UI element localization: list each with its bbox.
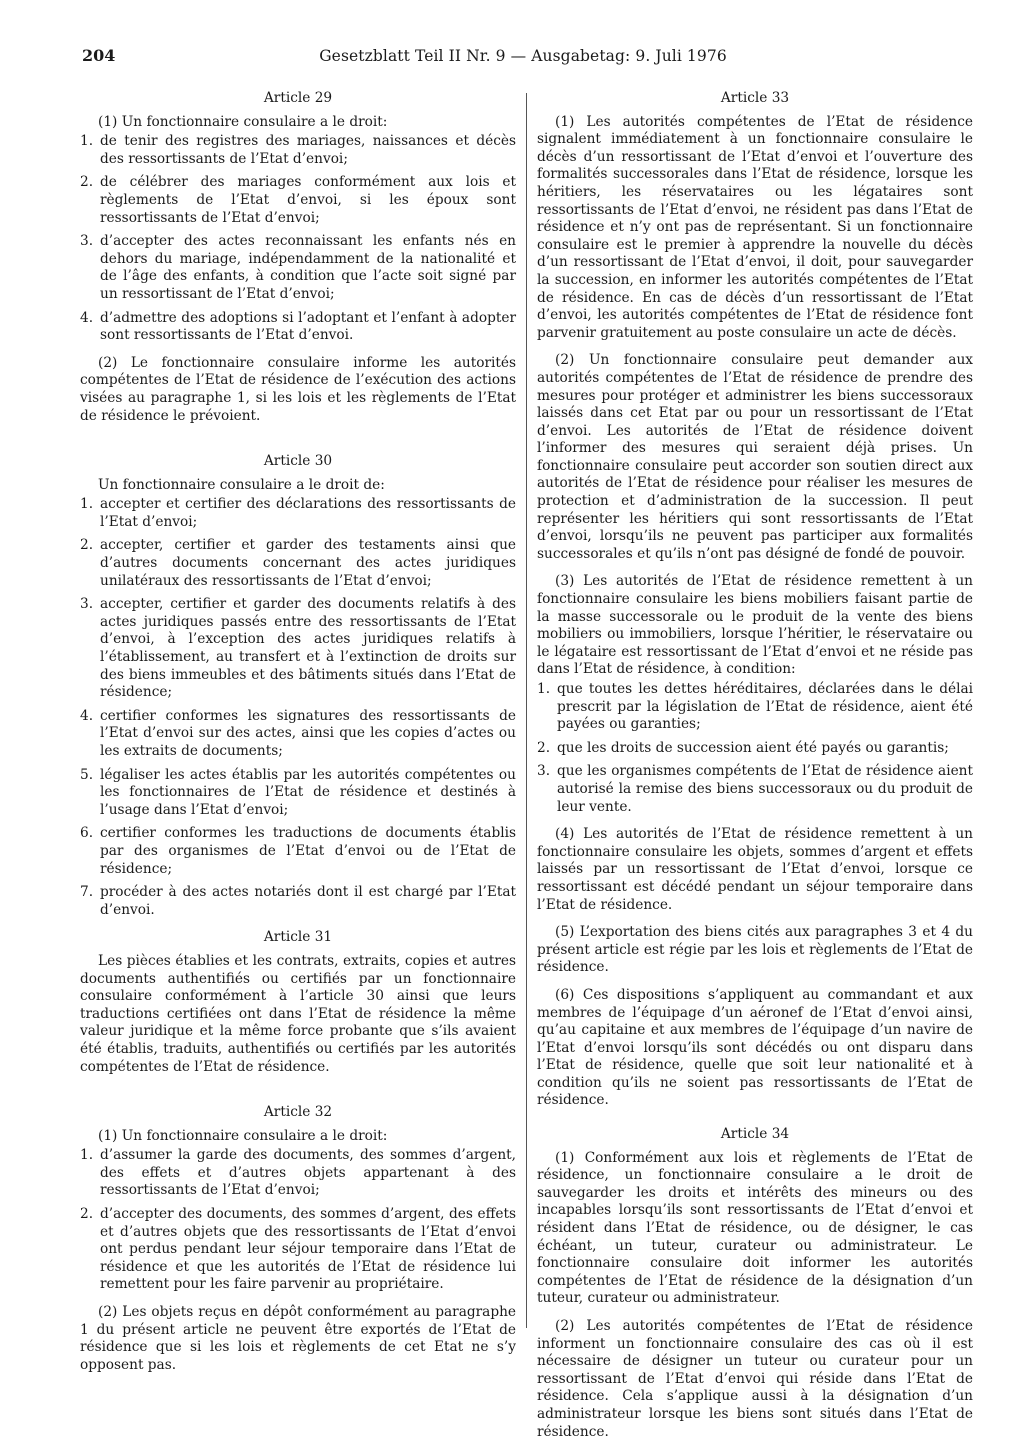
item-text: certifier conformes les traductions de documents établis par des organismes de l’Etat d’envoi ou de l’Etat de résidence; bbox=[100, 825, 516, 877]
right-column bbox=[537, 90, 973, 1451]
article-34 bbox=[537, 1126, 973, 1441]
gazette-title: Gesetzblatt Teil II Nr. 9 — Ausgabetag: 9. Juli 1976 bbox=[319, 47, 727, 65]
item-number: 2. bbox=[80, 1206, 94, 1223]
paragraph: (1) Les autorités compétentes de l’Etat de résidence signalent immédiatement à un fonctionnaire consulaire le décès d’un ressortissant de l’Etat d’envoi et l’ouverture des formalités successorales dans l’Etat de résidence, lorsque les héritiers, les réservataires ou les légataires sont ressortissants de l’Etat d’envoi, ne résident pas dans l’Etat de résidence et n’y ont pas de représentant. Si un fonctionnaire consulaire est le premier à apprendre la nouvelle du décès d’un ressortissant de l’Etat d’envoi, il doit, pour sauvegarder la succession, en informer les autorités compétentes de l’Etat de résidence. En cas de décès d’un ressortissant de l’Etat d’envoi, les autorités compétentes de l’Etat de résidence font parvenir gratuitement au poste consulaire un acte de décès. bbox=[537, 113, 973, 341]
article-title: Article 34 bbox=[720, 1126, 790, 1143]
item-text: d’accepter des actes reconnaissant les enfants nés en dehors du mariage, indépendamment de la nationalité et de l’âge des enfants, à condition que l’acte soit signé par un ressortissant de l’Etat d’envoi; bbox=[100, 233, 516, 302]
column-divider bbox=[526, 93, 527, 1328]
article-list bbox=[537, 681, 973, 816]
item-number: 7. bbox=[80, 884, 94, 901]
list-item bbox=[80, 1206, 516, 1294]
list-item bbox=[80, 496, 516, 531]
item-text: d’admettre des adoptions si l’adoptant et l’enfant à adopter sont ressortissants de l’Etat d’envoi. bbox=[100, 309, 516, 344]
item-text: accepter et certifier des déclarations des ressortissants de l’Etat d’envoi; bbox=[100, 496, 516, 530]
list-item bbox=[537, 763, 973, 816]
spacer bbox=[80, 1086, 516, 1104]
item-number: 1. bbox=[80, 496, 94, 513]
item-number: 4. bbox=[80, 309, 94, 326]
spacer bbox=[80, 435, 516, 453]
item-text: accepter, certifier et garder des documents relatifs à des actes juridiques passés entre des ressortissants de l’Etat d’envoi, à l’exception des actes juridiques relatifs à l’établissement, au transfert et à l’extinction de droits sur des biens immeubles et des bâtiments situés dans l’Etat de résidence; bbox=[100, 596, 516, 701]
list-item bbox=[80, 596, 516, 702]
item-number: 4. bbox=[80, 707, 94, 724]
paragraph: (5) L’exportation des biens cités aux paragraphes 3 et 4 du présent article est régie par les lois et règlements de l’Etat de résidence. bbox=[537, 924, 973, 976]
item-number: 3. bbox=[537, 763, 551, 780]
article-29 bbox=[80, 90, 516, 425]
article-title: Article 32 bbox=[263, 1104, 333, 1121]
list-item bbox=[80, 537, 516, 590]
article-33 bbox=[537, 90, 973, 1110]
list-item bbox=[80, 133, 516, 168]
paragraph: (2) Le fonctionnaire consulaire informe les autorités compétentes de l’Etat de résidence de l’exécution des actions visées au paragraphe 1, si les lois et les règlements de l’Etat de résidence le prévoient. bbox=[80, 354, 516, 424]
item-number: 3. bbox=[80, 596, 94, 613]
list-item bbox=[80, 1147, 516, 1200]
page-header bbox=[82, 46, 964, 72]
article-list bbox=[80, 496, 516, 919]
list-item bbox=[80, 825, 516, 878]
paragraph: (3) Les autorités de l’Etat de résidence remettent à un fonctionnaire consulaire les biens mobiliers faisant partie de la masse successorale ou le produit de la vente des biens mobiliers ou immobiliers, lorsque l’héritier, le réservataire ou le légataire est ressortissant de l’Etat d’envoi et ne réside pas dans l’Etat de résidence, à condition: bbox=[537, 573, 973, 678]
item-text: de célébrer des mariages conformément aux lois et règlements de l’Etat d’envoi, si les époux sont ressortissants de l’Etat d’envoi; bbox=[100, 174, 516, 226]
paragraph: (6) Ces dispositions s’appliquent au commandant et aux membres de l’équipage d’un aéronef de l’Etat d’envoi ainsi, qu’au capitaine et aux membres de l’équipage d’un navire de l’Etat d’envoi lorsqu’ils sont décédés ou ont disparu dans l’Etat de résidence, quelle que soit leur nationalité et à condition qu’ils ne soient pas ressortissants de l’Etat de résidence. bbox=[537, 986, 973, 1109]
list-item bbox=[537, 681, 973, 734]
article-title: Article 33 bbox=[720, 90, 790, 106]
item-text: que les droits de succession aient été payés ou garantis; bbox=[557, 739, 949, 756]
item-number: 2. bbox=[80, 174, 94, 191]
article-31 bbox=[80, 929, 516, 1076]
article-list bbox=[80, 133, 516, 345]
item-text: que les organismes compétents de l’Etat de résidence aient autorisé la remise des biens successoraux ou du produit de leur vente. bbox=[557, 763, 973, 815]
item-number: 1. bbox=[80, 1147, 94, 1164]
paragraph: (4) Les autorités de l’Etat de résidence remettent à un fonctionnaire consulaire les objets, sommes d’argent et effets laissés par un ressortissant de l’Etat d’envoi, lorsque ce ressortissant est décédé pendant un séjour temporaire dans l’Etat de résidence. bbox=[537, 826, 973, 913]
paragraph: (2) Un fonctionnaire consulaire peut demander aux autorités compétentes de l’Etat de résidence de prendre des mesures pour protéger et administrer les biens successoraux laissés dans cet Etat par ou pour un ressortissant de l’Etat d’envoi. Les autorités de l’Etat de résidence doivent l’informer des mesures qui seraient déjà prises. Un fonctionnaire consulaire peut accorder son soutien direct aux autorités de l’Etat de résidence pour réaliser les mesures de protection et d’administration de la succession. Il peut représenter les héritiers qui sont ressortissants de l’Etat d’envoi, lorsqu’ils ne peuvent pas participer aux formalités successorales et qu’ils n’ont pas désigné de fondé de pouvoir. bbox=[537, 352, 973, 562]
item-text: certifier conformes les signatures des ressortissants de l’Etat d’envoi sur des actes, ainsi que les copies d’actes ou les extraits de documents; bbox=[100, 707, 516, 759]
article-title: Article 31 bbox=[263, 929, 333, 946]
article-30 bbox=[80, 453, 516, 919]
article-intro: (1) Un fonctionnaire consulaire a le droit: bbox=[98, 113, 388, 130]
page-number: 204 bbox=[82, 46, 116, 65]
article-list bbox=[80, 1147, 516, 1294]
paragraph: (2) Les objets reçus en dépôt conformément au paragraphe 1 du présent article ne peuvent être exportés de l’Etat de résidence que si les lois et règlements de cet Etat ne s’y opposent pas. bbox=[80, 1304, 516, 1373]
paragraph: (1) Conformément aux lois et règlements de l’Etat de résidence, un fonctionnaire consulaire a le droit de sauvegarder les droits et intérêts des mineurs ou des incapables lorsqu’ils sont ressortissants de l’Etat d’envoi et résident dans l’Etat de résidence, ou de désigner, le cas échéant, un tuteur, curateur ou administrateur. Le fonctionnaire consulaire doit informer les autorités compétentes de l’Etat de résidence de la désignation d’un tuteur, curateur ou administrateur. bbox=[537, 1149, 973, 1307]
item-text: d’assumer la garde des documents, des sommes d’argent, des effets et d’autres objets appartenant à des ressortissants de l’Etat d’envoi; bbox=[100, 1147, 516, 1199]
list-item bbox=[80, 233, 516, 303]
item-text: d’accepter des documents, des sommes d’argent, des effets et d’autres objets que des ressortissants de l’Etat d’envoi ont perdus pendant leur séjour temporaire dans l’Etat de résidence et que les autorités de l’Etat de résidence lui remettent pour les faire parvenir au propriétaire. bbox=[100, 1206, 516, 1293]
item-number: 6. bbox=[80, 825, 94, 842]
list-item bbox=[80, 310, 516, 345]
left-column bbox=[80, 90, 516, 1384]
item-number: 2. bbox=[80, 537, 94, 554]
item-text: que toutes les dettes héréditaires, déclarées dans le délai prescrit par la législation de l’Etat de résidence, aient été payées ou garanties; bbox=[557, 681, 973, 733]
list-item bbox=[537, 740, 973, 758]
item-text: procéder à des actes notariés dont il est chargé par l’Etat d’envoi. bbox=[100, 884, 516, 918]
article-intro: (1) Un fonctionnaire consulaire a le droit: bbox=[98, 1127, 388, 1144]
list-item bbox=[80, 767, 516, 820]
paragraph: (2) Les autorités compétentes de l’Etat de résidence informent un fonctionnaire consulaire des cas où il est nécessaire de désigner un tuteur ou curateur pour un ressortissant de l’Etat d’envoi qui réside dans l’Etat de résidence. Cela s’applique aussi à la désignation d’un administrateur lorsque les biens sont situés dans l’Etat de résidence. bbox=[537, 1318, 973, 1440]
item-number: 1. bbox=[537, 681, 551, 697]
list-item bbox=[80, 884, 516, 919]
list-item bbox=[80, 708, 516, 761]
paragraph: Les pièces établies et les contrats, extraits, copies et autres documents authentifiés ou certifiés par un fonctionnaire consulaire conformément à l’article 30 ainsi que leurs traductions certifiées ont dans l’Etat de résidence la même valeur juridique et la même force probante que s’ils avaient été établis, traduits, authentifiés ou certifiés par les autorités compétentes de l’Etat de résidence. bbox=[80, 952, 516, 1075]
article-title: Article 30 bbox=[263, 453, 333, 470]
article-intro: Un fonctionnaire consulaire a le droit de: bbox=[98, 476, 385, 493]
item-text: légaliser les actes établis par les autorités compétentes ou les fonctionnaires de l’Etat de résidence et destinés à l’usage dans l’Etat d’envoi; bbox=[100, 766, 516, 818]
item-number: 5. bbox=[80, 766, 94, 783]
item-text: accepter, certifier et garder des testaments ainsi que d’autres documents concernant des actes juridiques unilatéraux des ressortissants de l’Etat d’envoi; bbox=[100, 537, 516, 589]
item-number: 3. bbox=[80, 233, 94, 250]
list-item bbox=[80, 174, 516, 227]
item-number: 1. bbox=[80, 133, 94, 150]
item-number: 2. bbox=[537, 739, 551, 756]
item-text: de tenir des registres des mariages, naissances et décès des ressortissants de l’Etat d’envoi; bbox=[100, 133, 516, 167]
article-title: Article 29 bbox=[263, 90, 333, 106]
article-32 bbox=[80, 1104, 516, 1374]
